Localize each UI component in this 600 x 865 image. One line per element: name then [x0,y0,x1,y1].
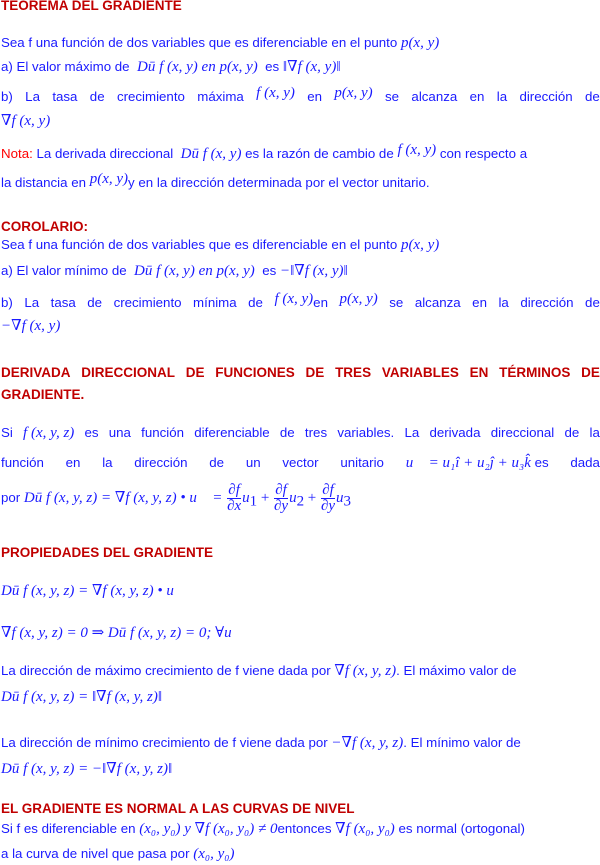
property-eq2: ∇f (x, y, z) = 0 ⇒ Dū f (x, y, z) = 0; ∀u⃗ [1,625,244,641]
math-point: p(x, y) [400,35,440,51]
corollary-b: b) La tasa de crecimiento mínima de f (x, y)en p(x, y) se alcanza en la dirección de [1,291,600,310]
property-max-text: La dirección de máximo crecimiento de f viene dada por ∇f (x, y, z). El máximo valor de [1,663,517,679]
property-min-eq: Dū f (x, y, z) = −‖∇f (x, y, z)‖ [1,761,173,777]
three-vars-p2: función en la dirección de un vector unitario u⃗ = u₁î + u₂ĵ + u₃k̂ es dada [1,455,600,471]
corollary-title: COROLARIO: [1,219,88,234]
property-eq1: Dū f (x, y, z) = ∇f (x, y, z) • u⃗ [1,583,186,599]
theorem-title: TEOREMA DEL GRADIENTE [1,0,182,13]
partial-fraction-y: $\frac{\partial f}{\partial y}$ [274,481,289,514]
theorem-intro: Sea f una función de dos variables que es diferenciable en el punto p(x, y) [1,35,440,51]
normal-text: Si f es diferenciable en (x₀, y₀) y ∇f (x₀, y₀) ≠ 0entonces ∇f (x₀, y₀) es normal (ortogonal) [1,821,525,837]
theorem-note-cont: la distancia en p(x, y)y en la dirección determinada por el vector unitario. [1,171,430,190]
note-label: Nota: [1,146,33,161]
theorem-note: Nota: La derivada direccional Dū f (x, y) es la razón de cambio de f (x, y) con respecto a [1,142,528,162]
math-gradient-norm: ‖∇f (x, y)‖ [282,59,341,75]
corollary-b-gradient: −∇f (x, y) [1,318,61,334]
math-directional-derivative: Dū f (x, y) en p(x, y) [136,59,258,75]
partial-fraction-y2: $\frac{\partial f}{\partial y}$ [320,481,336,514]
math-point: p(x, y) [334,85,373,101]
three-vars-p1: Si f (x, y, z) es una función diferenciable de tres variables. La derivada direccional de la [1,425,600,441]
normal-title: EL GRADIENTE ES NORMAL A LAS CURVAS DE NIVEL [1,801,355,816]
math-function: f (x, y) [256,85,295,101]
math-unit-vector: u⃗ = u₁î + u₂ĵ + u₃k̂ [405,455,531,471]
theorem-a: a) El valor máximo de Dū f (x, y) en p(x, y) es ‖∇f (x, y)‖ [1,59,341,75]
three-vars-formula: por Dū f (x, y, z) = ∇f (x, y, z) • u⃗ = $\frac{\partial f}{\partial x}$ $u_1$ + $\frac{\partial f}{\partial y}$ $u_2$ + $\frac{\partial f}{\partial y}$ $u_3$ [1,481,352,514]
corollary-intro: Sea f una función de dos variables que es diferenciable en el punto p(x, y) [1,237,440,253]
properties-title: PROPIEDADES DEL GRADIENTE [1,545,214,560]
property-min-text: La dirección de mínimo crecimiento de f viene dada por −∇f (x, y, z). El mínimo valor de [1,735,521,751]
property-max-eq: Dū f (x, y, z) = ‖∇f (x, y, z)‖ [1,689,163,705]
three-vars-title: DERIVADA DIRECCIONAL DE FUNCIONES DE TRES VARIABLES EN TÉRMINOS DE [1,365,600,380]
theorem-b: b) La tasa de crecimiento máxima f (x, y) en p(x, y) se alcanza en la dirección de [1,85,600,104]
theorem-b-gradient: ∇f (x, y) [1,113,51,129]
normal-text-cont: a la curva de nivel que pasa por (x₀, y₀) [1,846,235,862]
three-vars-title-cont: GRADIENTE. [1,387,85,402]
corollary-a: a) El valor mínimo de Dū f (x, y) en p(x, y) es −‖∇f (x, y)‖ [1,263,348,279]
partial-fraction-x: $\frac{\partial f}{\partial x}$ [227,481,242,514]
